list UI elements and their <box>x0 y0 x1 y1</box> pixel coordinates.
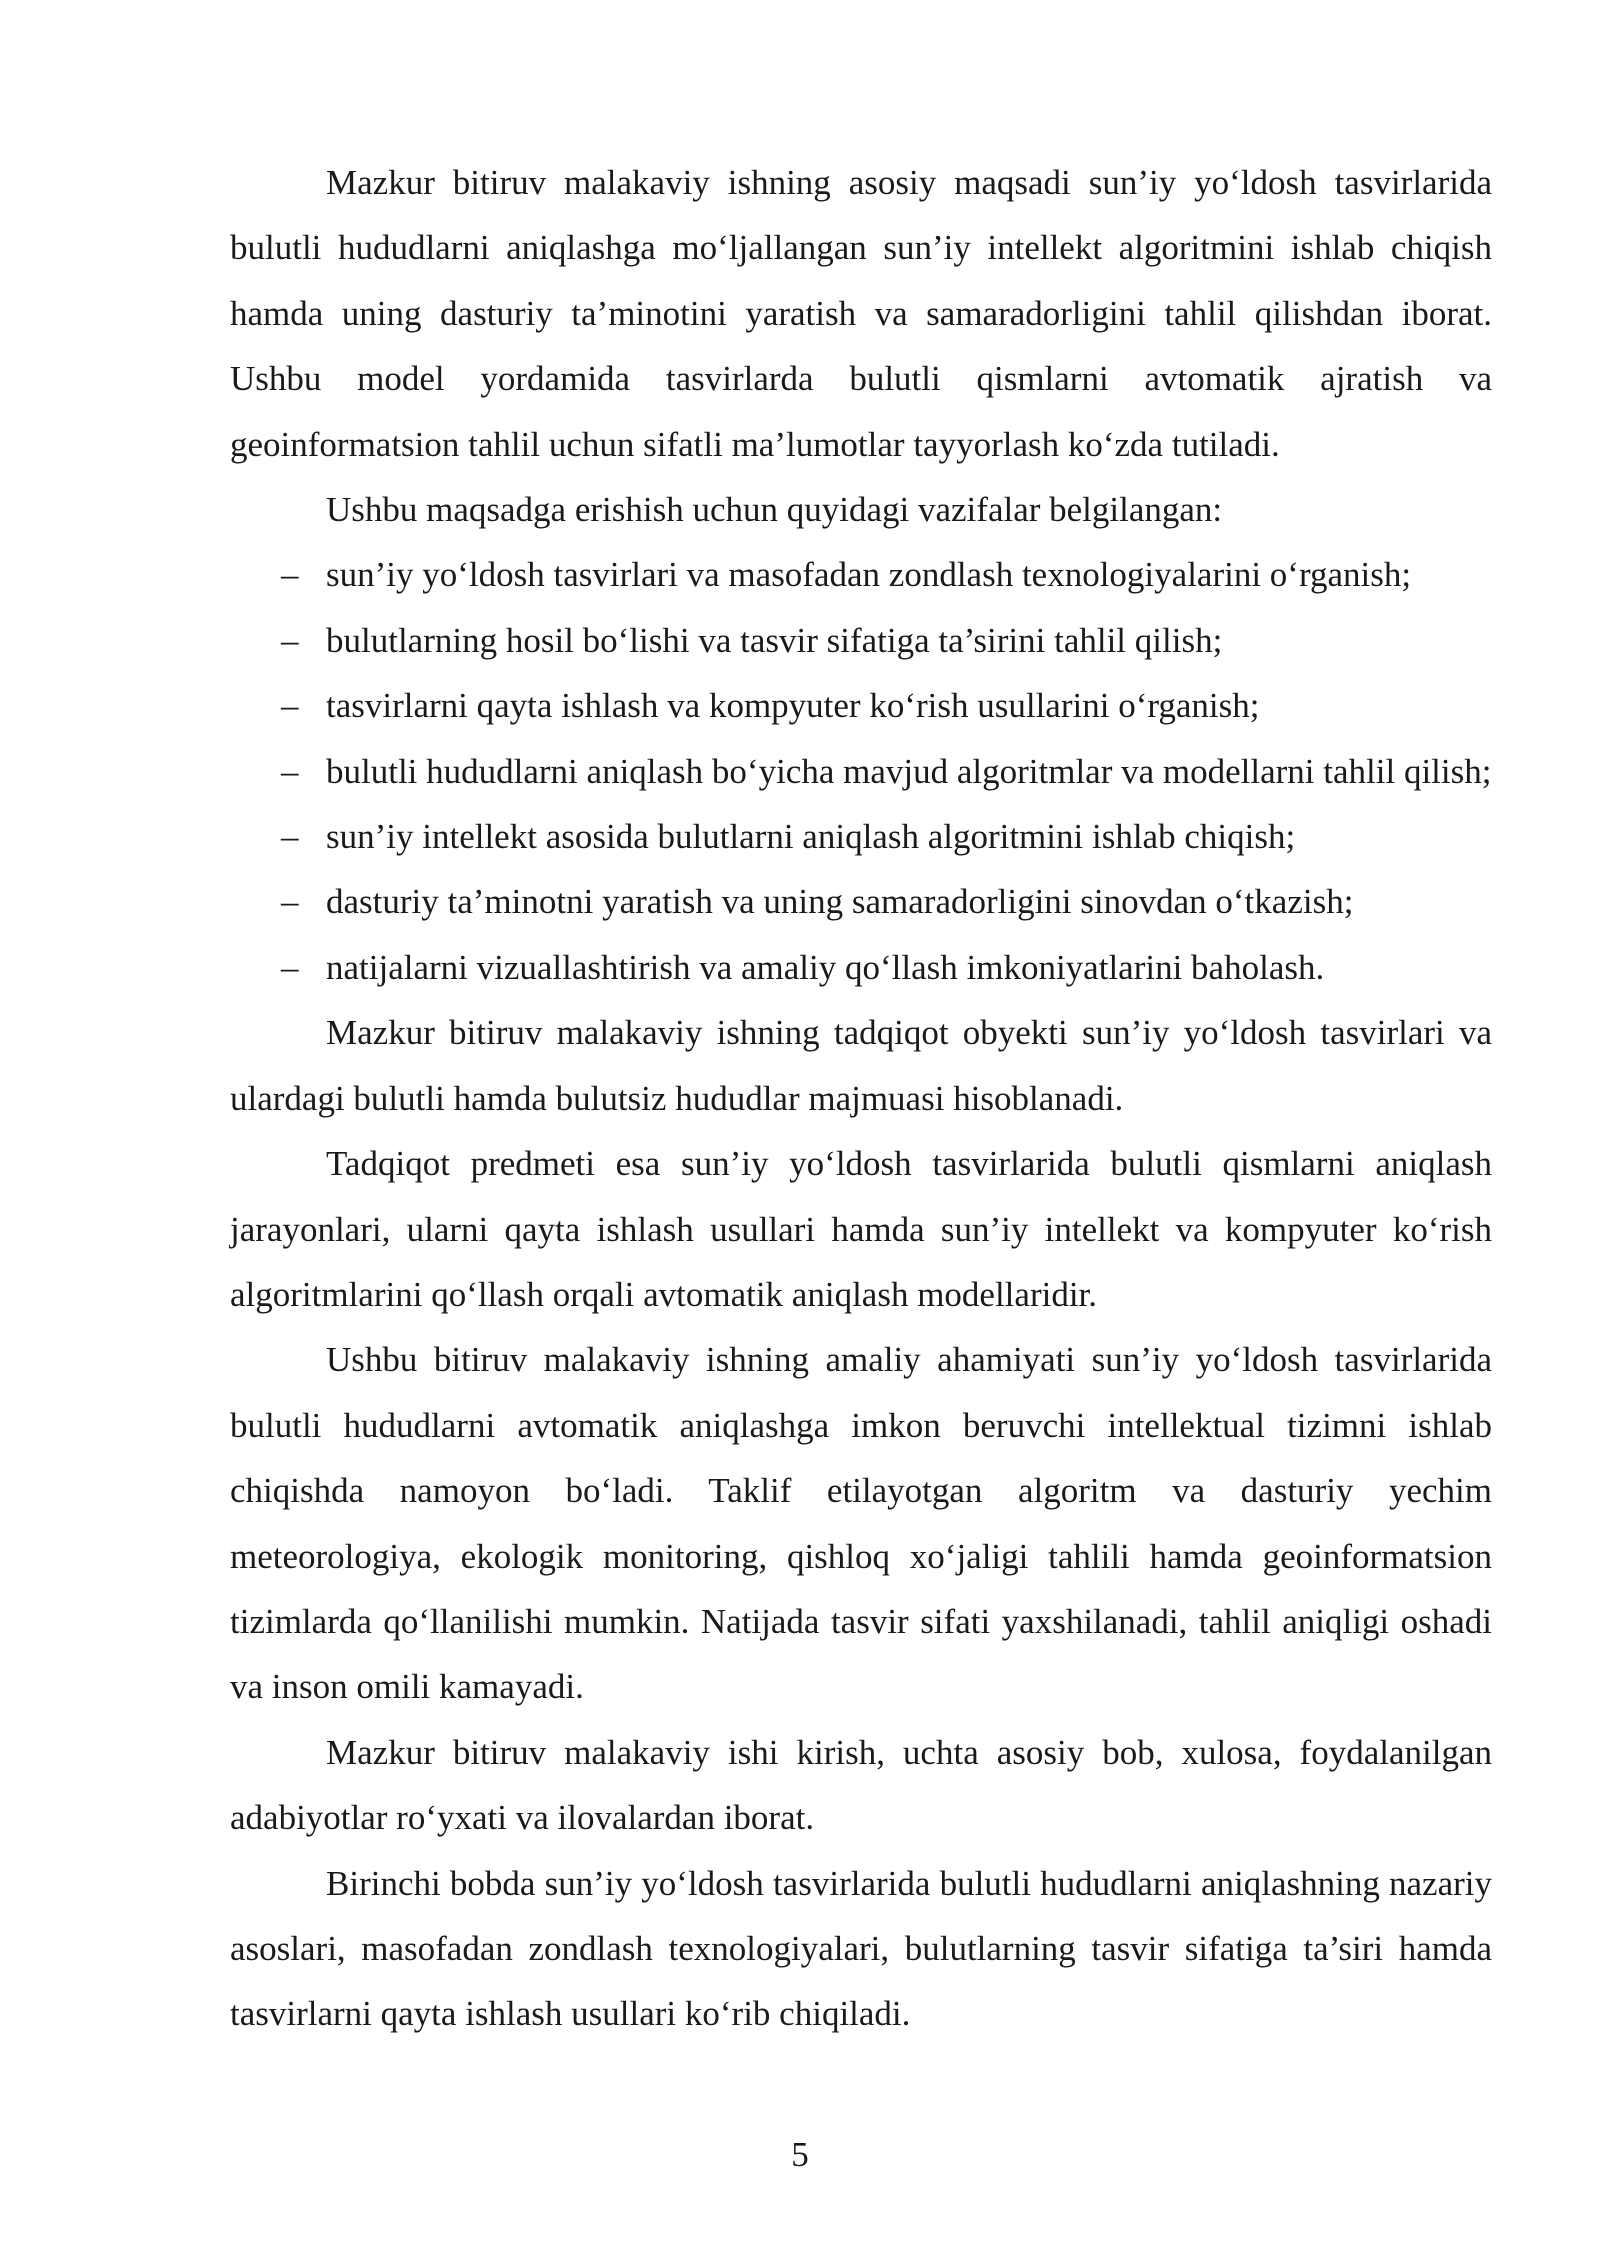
list-dash: – <box>281 947 299 987</box>
list-item-text: bulutlarning hosil bo‘lishi va tasvir sifatiga ta’sirini tahlil qilish; <box>326 620 1223 660</box>
list-item-text: natijalarni vizuallashtirish va amaliy qo‘llash imkoniyatlarini baholash. <box>326 947 1325 987</box>
list-item-text: dasturiy ta’minotni yaratish va uning samaradorligini sinovdan o‘tkazish; <box>326 882 1354 922</box>
paragraph-research-object: Mazkur bitiruv malakaviy ishning tadqiqot obyekti sun’iy yo‘ldosh tasvirlari va ulardagi bulutli hamda bulutsiz hududlar majmuasi hisoblanadi. <box>230 1013 1492 1118</box>
paragraph-purpose: Mazkur bitiruv malakaviy ishning asosiy maqsadi sun’iy yo‘ldosh tasvirlarida bulutli hududlarni aniqlashga mo‘ljallangan sun’iy intellekt algoritmini ishlab chiqish hamda uning dasturiy ta’minotini yaratish va samaradorligini tahlil qilishdan iborat. Ushbu model yordamida tasvirlarda bulutli qismlarni avtomatik ajratish va geoinformatsion tahlil uchun sifatli ma’lumotlar tayyorlash ko‘zda tutiladi. <box>230 163 1492 464</box>
list-item <box>230 608 1492 673</box>
list-item-text: bulutli hududlarni aniqlash bo‘yicha mavjud algoritmlar va modellarni tahlil qilish; <box>326 751 1492 791</box>
list-dash: – <box>281 751 299 791</box>
list-item-text: tasvirlarni qayta ishlash va kompyuter ko‘rish usullarini o‘rganish; <box>326 686 1260 726</box>
paragraph-first-chapter: Birinchi bobda sun’iy yo‘ldosh tasvirlarida bulutli hududlarni aniqlashning nazariy asoslari, masofadan zondlash texnologiyalari, bulutlarning tasvir sifatiga ta’siri hamda tasvirlarni qayta ishlash usullari ko‘rib chiqiladi. <box>230 1863 1492 2034</box>
list-dash: – <box>281 882 299 922</box>
list-item <box>230 804 1492 869</box>
task-list <box>230 542 1492 1000</box>
page-number: 5 <box>791 2135 809 2174</box>
list-item <box>230 542 1492 607</box>
list-item <box>230 739 1492 804</box>
list-item <box>230 935 1492 1000</box>
paragraph-structure: Mazkur bitiruv malakaviy ishi kirish, uchta asosiy bob, xulosa, foydalanilgan adabiyotlar ro‘yxati va ilovalardan iborat. <box>230 1732 1492 1838</box>
list-item <box>230 869 1492 934</box>
paragraph-practical-significance: Ushbu bitiruv malakaviy ishning amaliy ahamiyati sun’iy yo‘ldosh tasvirlarida bulutli hududlarni avtomatik aniqlashga imkon beruvchi intellektual tizimni ishlab chiqishda namoyon bo‘ladi. Taklif etilayotgan algoritm va dasturiy yechim meteorologiya, ekologik monitoring, qishloq xo‘jaligi tahlili hamda geoinformatsion tizimlarda qo‘llanilishi mumkin. Natijada tasvir sifati yaxshilanadi, tahlil aniqligi oshadi va inson omili kamayadi. <box>230 1340 1492 1707</box>
list-item-text: sun’iy yo‘ldosh tasvirlari va masofadan zondlash texnologiyalarini o‘rganish; <box>326 555 1412 595</box>
list-dash: – <box>281 620 299 660</box>
document-page <box>230 150 1492 2047</box>
list-dash: – <box>281 555 299 595</box>
list-item-text: sun’iy intellekt asosida bulutlarni aniqlash algoritmini ishlab chiqish; <box>326 817 1296 857</box>
list-dash: – <box>281 686 299 726</box>
paragraph-research-subject: Tadqiqot predmeti esa sun’iy yo‘ldosh tasvirlarida bulutli qismlarni aniqlash jarayonlari, ularni qayta ishlash usullari hamda sun’iy intellekt va kompyuter ko‘rish algoritmlarini qo‘llash orqali avtomatik aniqlash modellaridir. <box>230 1144 1492 1314</box>
paragraph-tasks-intro: Ushbu maqsadga erishish uchun quyidagi vazifalar belgilangan: <box>326 490 1223 530</box>
list-dash: – <box>281 817 299 857</box>
list-item <box>230 673 1492 738</box>
